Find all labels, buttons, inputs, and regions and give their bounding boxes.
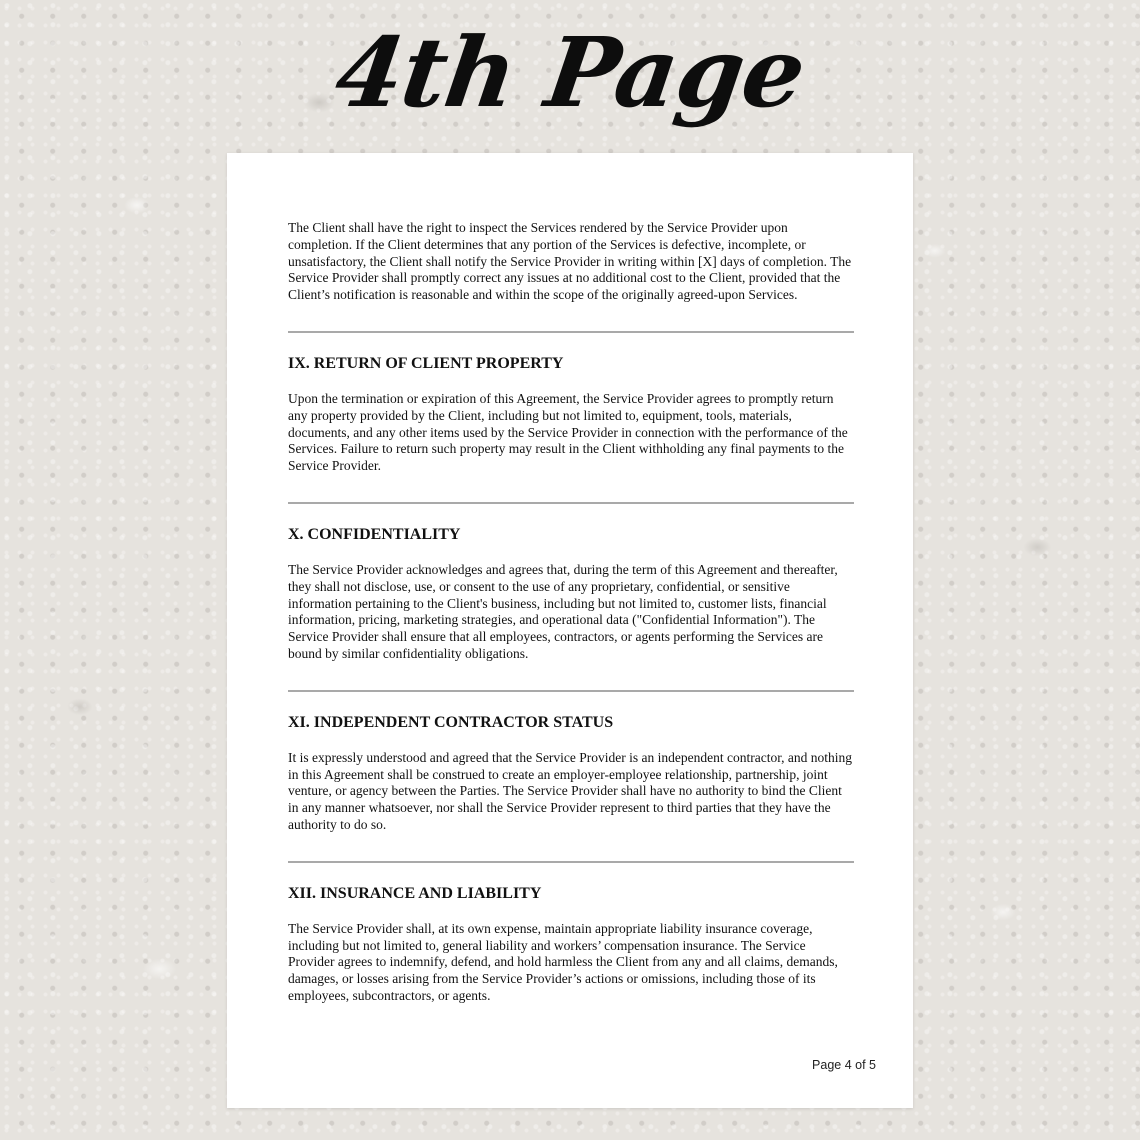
page-heading: 4th Page (328, 16, 812, 129)
section-title-insurance-and-liability: XII. INSURANCE AND LIABILITY (288, 884, 542, 902)
page-number: Page 4 of 5 (812, 1058, 876, 1072)
section-divider (288, 331, 854, 333)
section-body-independent-contractor-status: It is expressly understood and agreed that the Service Provider is an independent contractor, and nothing in this Agreement shall be construed to create an employer-employee relationship, partnership, joint venture, or agency between the Parties. The Service Provider shall have no authority to bind the Client in any manner whatsoever, nor shall the Service Provider represent to third parties that they have the authority to do so. (288, 749, 853, 832)
section-body-confidentiality: The Service Provider acknowledges and agrees that, during the term of this Agreement and thereafter, they shall not disclose, use, or consent to the use of any proprietary, confidential, or sensitive information pertaining to the Client's business, including but not limited to, customer lists, financial information, pricing, marketing strategies, and operational data ("Confidential Information"). The Service Provider shall ensure that all employees, contractors, or agents performing the Services are bound by similar confidentiality obligations. (288, 561, 838, 661)
section-divider (288, 690, 854, 692)
document-content (288, 220, 854, 1005)
section-body-return-of-client-property: Upon the termination or expiration of this Agreement, the Service Provider agrees to promptly return any property provided by the Client, including but not limited to, equipment, tools, materials, documents, and any other items used by the Service Provider in connection with the performance of the Services. Failure to return such property may result in the Client withholding any final payments to the Service Provider. (288, 390, 848, 474)
section-divider (288, 861, 854, 863)
intro-paragraph: The Client shall have the right to inspect the Services rendered by the Service Provider upon completion. If the Client determines that any portion of the Services is defective, incomplete, or unsatisfactory, the Client shall notify the Service Provider in writing within [X] days of completion. The Service Provider shall promptly correct any issues at no additional cost to the Client, provided that the Client’s notification is reasonable and within the scope of the originally agreed-upon Services. (288, 220, 852, 303)
document-page (227, 153, 913, 1108)
section-divider (288, 502, 854, 504)
section-title-confidentiality: X. CONFIDENTIALITY (288, 525, 461, 543)
section-title-independent-contractor-status: XI. INDEPENDENT CONTRACTOR STATUS (288, 713, 614, 731)
section-body-insurance-and-liability: The Service Provider shall, at its own expense, maintain appropriate liability insurance coverage, including but not limited to, general liability and workers’ compensation insurance. The Service Provider agrees to indemnify, defend, and hold harmless the Client from any and all claims, demands, damages, or losses arising from the Service Provider’s actions or omissions, including those of its employees, subcontractors, or agents. (288, 920, 838, 1003)
section-title-return-of-client-property: IX. RETURN OF CLIENT PROPERTY (288, 354, 564, 372)
